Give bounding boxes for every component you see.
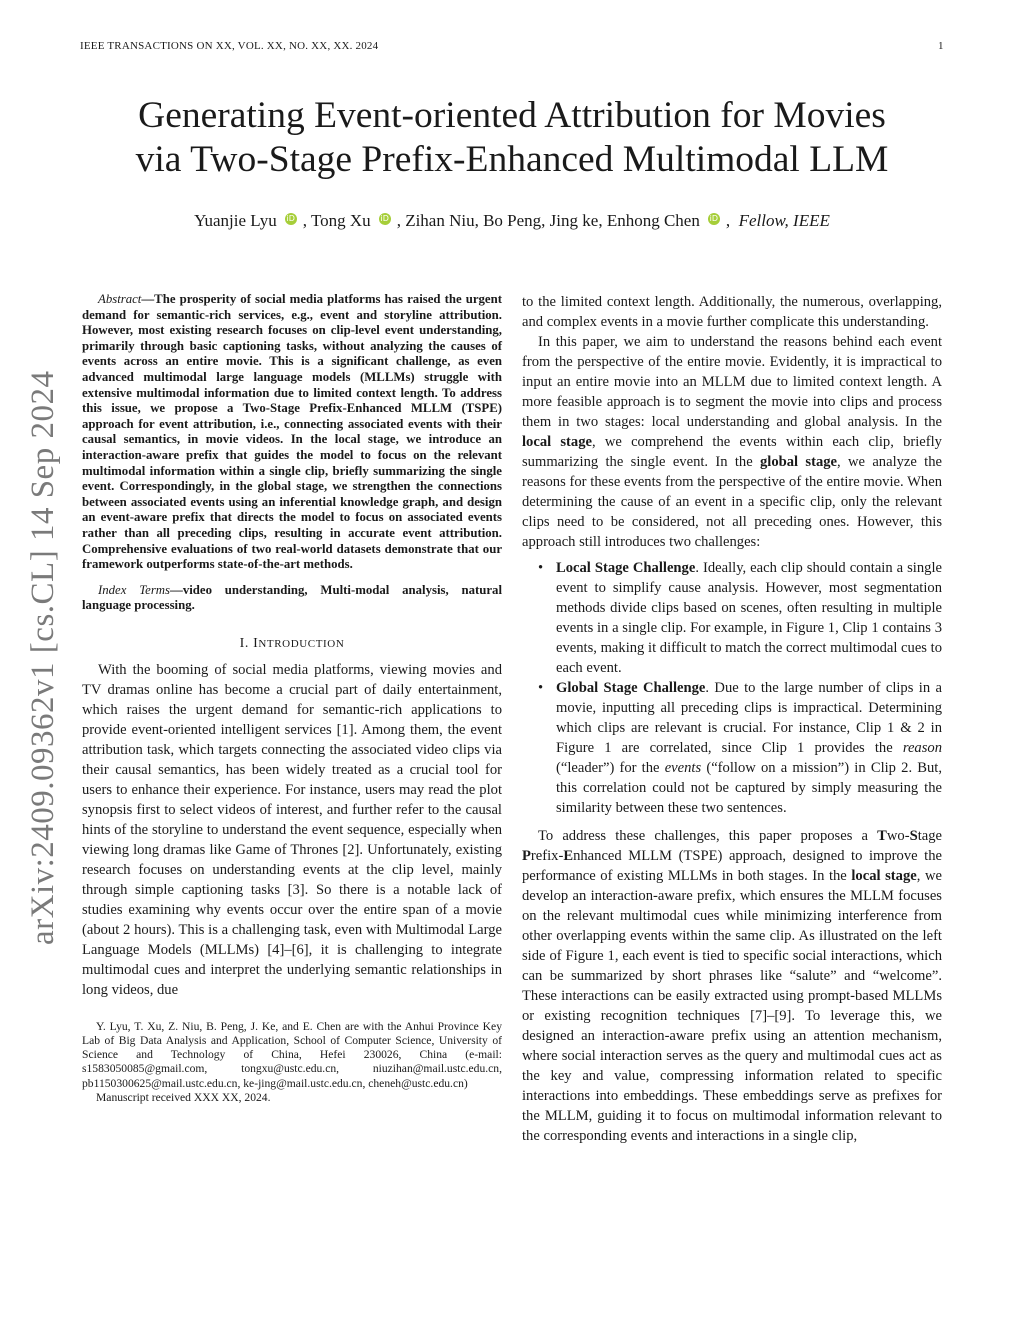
right-column — [522, 292, 942, 1146]
author-2: Tong Xu — [310, 211, 371, 230]
paper-title — [40, 94, 984, 182]
challenge-list — [522, 558, 942, 818]
page-number: 1 — [938, 40, 944, 52]
fellow-title: Fellow, IEEE — [738, 211, 830, 230]
index-terms — [82, 583, 502, 614]
paragraph-approach: In this paper, we aim to understand the reasons behind each event from the perspective of the entire movie. Evidently, it is impractical to input an entire movie into an MLLM due to limited context length. A more feasible approach is to segment the movie into clips and process them in two stages: local understanding and global analysis. In the local stage, we comprehend the events within each clip, briefly summarizing the single event. In the global stage, we analyze the reasons for these events from the perspective of the entire movie. When determining the cause of an event in a specific clip, only the relevant clips need to be considered, not all preceding ones. However, this approach still introduces two challenges: — [522, 334, 943, 550]
arxiv-stamp: arXiv:2409.09362v1 [cs.CL] 14 Sep 2024 — [25, 370, 61, 945]
index-terms-label: Index Terms — [98, 582, 171, 597]
intro-paragraph: With the booming of social media platforms, viewing movies and TV dramas online has become a crucial part of daily entertainment, which raises the urgent demand for semantic-rich applications to provide event-oriented intelligent services [1]. Among them, the event attribution task, which targets connecting the associated video clips via their causal semantics, has been widely treated as a crucial tool for users to enhance their experience. For instance, users may read the plot synopsis first to select videos of interest, and further refer to the causal hints of the storyline to understand the event sequence, especially when viewing long dramas like Game of Thrones [2]. Unfortunately, existing research focuses on understanding events at the clip level, mainly through simple captioning tasks [3]. So there is a notable lack of studies examining why events occur over the entire span of a movie (about 2 hours). This is a challenging task, even with Multimodal Large Language Models (MLLMs) [4]–[6], it is challenging to integrate multimodal cues and interpret the underlying semantic relationships in long videos, due — [82, 661, 502, 998]
orcid-icon[interactable]: iD — [709, 214, 719, 223]
index-terms-text: —video understanding, Multi-modal analysis, natural language processing. — [82, 582, 502, 613]
authors-rest: Zihan Niu, Bo Peng, Jing ke, Enhong Chen — [405, 211, 700, 230]
orcid-icon[interactable]: iD — [380, 214, 389, 223]
list-item: • Local Stage Challenge. Ideally, each clip should contain a single event to simplify cause analysis. However, most segmentation methods divide clips based on scenes, often resulting in multiple events in a single clip. For example, in Figure 1, Clip 1 contains 3 events, making it difficult to match the correct multimodal cues to each event. — [522, 558, 942, 678]
orcid-icon[interactable]: iD — [286, 214, 295, 223]
manuscript-note: Manuscript received XXX XX, 2024. — [96, 1090, 271, 1104]
affiliation-note: Y. Lyu, T. Xu, Z. Niu, B. Peng, J. Ke, and E. Chen are with the Anhui Province Key Lab of Big Data Analysis and Application, School of Computer Science, University of Science and Technology of China, Hefei 230026, China (e-mail: s1583050085@gmail.com, tongxu@ustc.edu.cn, niuzihan@mail.ustc.edu.cn, pb1150300625@mail.ustc.edu.cn, ke-jing@mail.ustc.edu.cn, cheneh@ustc.edu.cn) — [82, 1019, 502, 1090]
abstract-text: —The prosperity of social media platforms has raised the urgent demand for semantic-rich services, e.g., event and storyline attribution. However, most existing research focuses on clip-level event understanding, primarily through basic captioning tasks, without analyzing the causes of events across an entire movie. This is a significant challenge, as even advanced multimodal large language models (MLLMs) struggle with extensive multimodal information due to limited context length. To address this issue, we propose a Two-Stage Prefix-Enhanced MLLM (TSPE) approach for event attribution, i.e., connecting associated events with their causal semantics, in movie videos. In the local stage, we introduce an interaction-aware prefix that guides the model to focus on the relevant multimodal information within a single clip, briefly summarizing the single event. Correspondingly, in the global stage, we strengthen the connections between associated events using an inferential knowledge graph, and design an event-aware prefix that directs the model to focus on associated events rather than all preceding clips, resulting in accurate event attribution. Comprehensive evaluations of two real-world datasets demonstrate that our framework outperforms state-of-the-art methods. — [82, 292, 502, 572]
author-list: Yuanjie Lyu iD , Tong Xu iD , Zihan Niu, Bo Peng, Jing ke, Enhong Chen iD , Fellow, IEEE — [194, 211, 830, 230]
left-column — [82, 292, 502, 1105]
section-heading: I. INTRODUCTION — [239, 635, 345, 651]
continued-paragraph: to the limited context length. Additionally, the numerous, overlapping, and complex events in a movie further complicate this understanding. — [522, 294, 942, 330]
abstract — [82, 292, 502, 573]
title-line-2: via Two-Stage Prefix-Enhanced Multimodal LLM — [135, 139, 889, 180]
author-footnote — [82, 1020, 502, 1105]
title-line-1: Generating Event-oriented Attribution for Movies — [138, 95, 886, 136]
running-header: IEEE TRANSACTIONS ON XX, VOL. XX, NO. XX, XX. 2024 — [80, 40, 379, 52]
author-1: Yuanjie Lyu — [194, 211, 277, 230]
abstract-label: Abstract — [98, 292, 142, 306]
paragraph-tspe: To address these challenges, this paper proposes a Two-Stage Prefix-Enhanced MLLM (TSPE) approach, designed to improve the performance of existing MLLMs in both stages. In the local stage, we develop an interaction-aware prefix, which ensures the MLLM focuses on the relevant multimodal cues while minimizing interference from other overlapping events within the same clip. As illustrated on the left side of Figure 1, each event is tied to specific social interactions, which can be summarized by short phrases like “salute” and “welcome”. These interactions can be easily extracted using prompt-based MLLMs or existing recognition techniques [7]–[9]. To leverage this, we designed an interaction-aware prefix using an attention mechanism, where social interaction serves as the query and multimodal cues act as the key and value, compressing information related to specific interactions into embeddings. These embeddings serve as prefixes for the MLLM, guiding it to focus on multimodal information relevant to the corresponding events and interactions in a single clip, — [522, 828, 942, 1144]
list-item: • Global Stage Challenge. Due to the large number of clips in a movie, inputting all preceding clips is impractical. Determining which clips are relevant is crucial. For instance, Clip 1 & 2 in Figure 1 are correlated, since Clip 1 provides the reason (“leader”) for the events (“follow on a mission”) in Clip 2. But, this correlation could not be captured by simply measuring the similarity between these two sentences. — [522, 678, 942, 818]
